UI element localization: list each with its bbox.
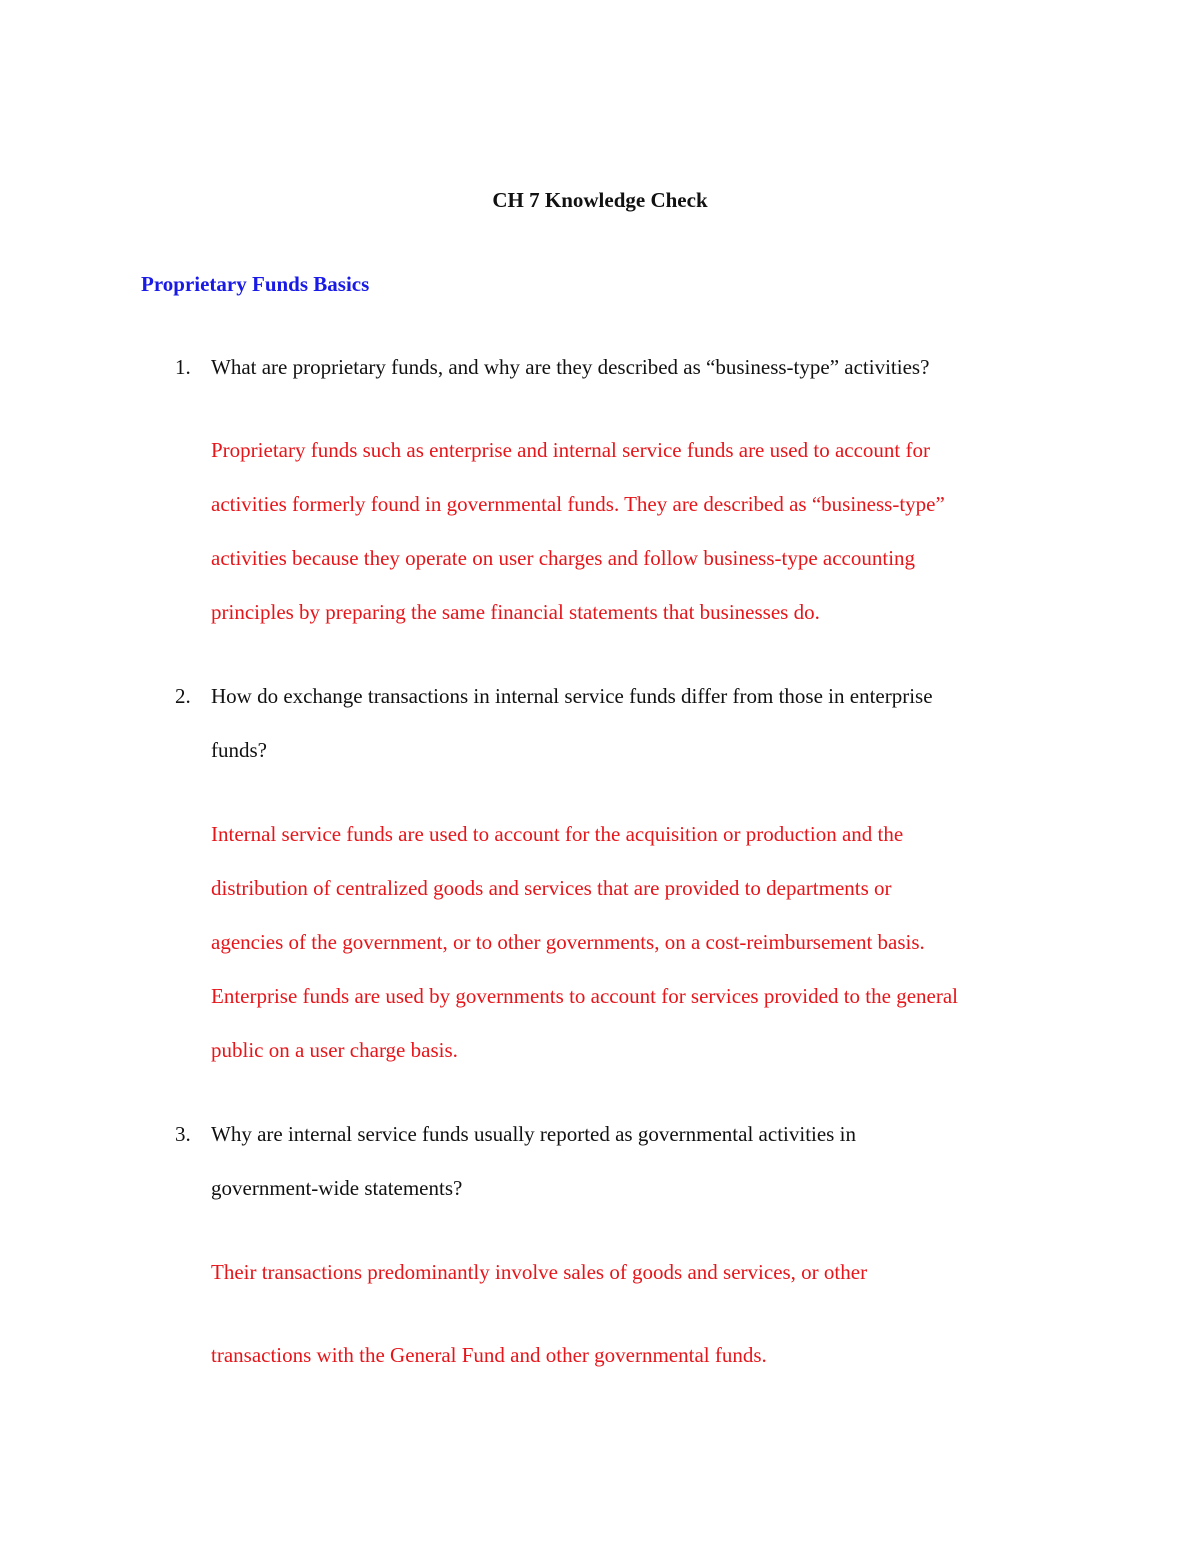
answer-line: activities because they operate on user charges and follow business-type accounting — [211, 546, 916, 570]
answer-line: Their transactions predominantly involve sales of goods and services, or other — [211, 1260, 868, 1284]
question-text — [211, 669, 1061, 777]
question-line: Why are internal service funds usually reported as governmental activities in — [211, 1122, 856, 1146]
question-number: 3. — [175, 1122, 191, 1146]
answer-line: Enterprise funds are used by governments to account for services provided to the general — [211, 984, 958, 1008]
question-line: funds? — [211, 738, 267, 762]
answer-line: agencies of the government, or to other governments, on a cost-reimbursement basis. — [211, 930, 925, 954]
question-text — [211, 1107, 1061, 1215]
answer-2 — [211, 807, 1071, 1077]
question-number: 1. — [175, 355, 191, 379]
page-title: CH 7 Knowledge Check — [492, 188, 708, 212]
answer-line: transactions with the General Fund and other governmental funds. — [211, 1343, 767, 1367]
question-line: government-wide statements? — [211, 1176, 463, 1200]
answer-3 — [211, 1245, 1071, 1382]
section-heading: Proprietary Funds Basics — [141, 272, 370, 296]
answer-line: Proprietary funds such as enterprise and internal service funds are used to account for — [211, 438, 930, 462]
answer-line: Internal service funds are used to account for the acquisition or production and the — [211, 822, 904, 846]
answer-line: distribution of centralized goods and services that are provided to departments or — [211, 876, 892, 900]
question-text: What are proprietary funds, and why are they described as “business-type” activities? — [211, 355, 930, 379]
question-number: 2. — [175, 684, 191, 708]
answer-line: public on a user charge basis. — [211, 1038, 458, 1062]
answer-line: principles by preparing the same financial statements that businesses do. — [211, 600, 820, 624]
answer-line: activities formerly found in governmental funds. They are described as “business-type” — [211, 492, 945, 516]
question-line: How do exchange transactions in internal service funds differ from those in enterprise — [211, 684, 933, 708]
answer-1 — [211, 423, 1071, 639]
